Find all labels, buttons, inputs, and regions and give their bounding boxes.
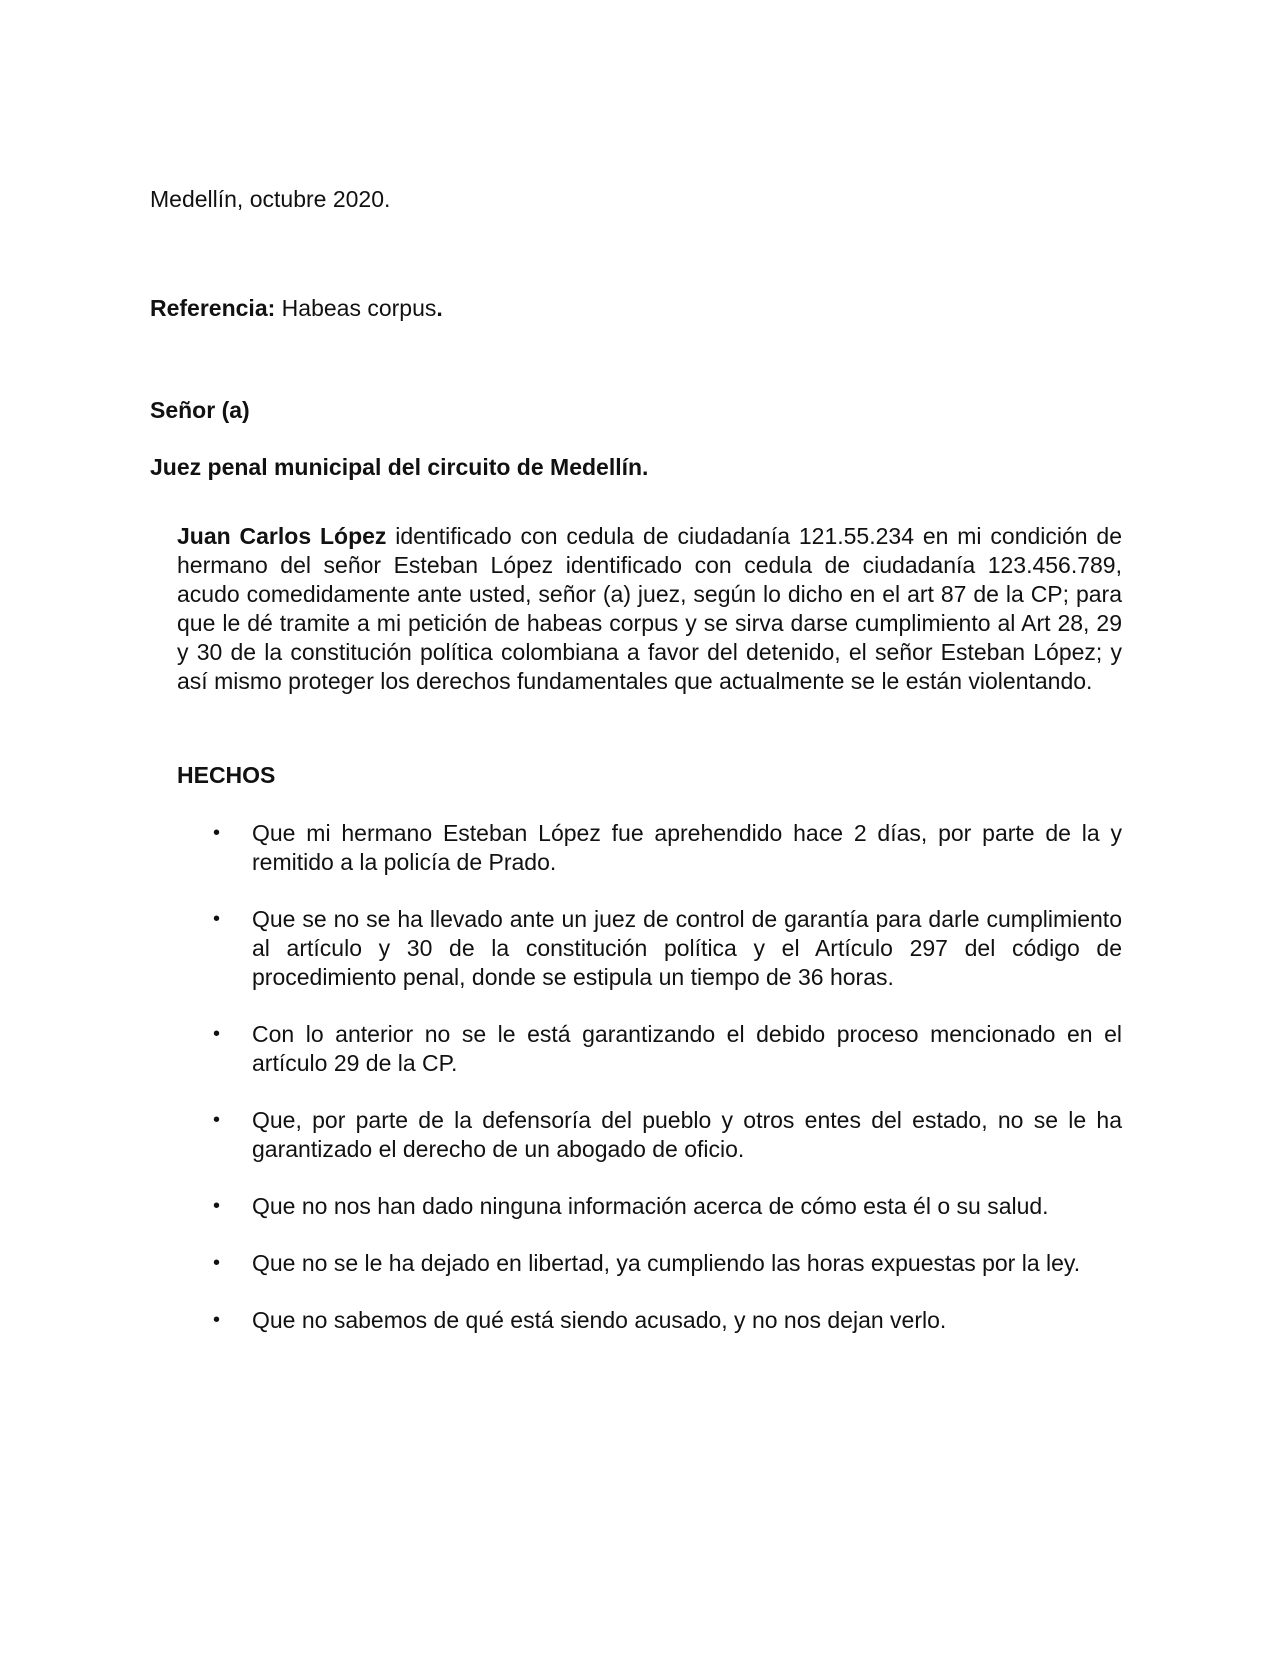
fact-text: Con lo anterior no se le está garantizando el debido proceso mencionado en el artículo 29 de la CP. bbox=[252, 1021, 1122, 1076]
reference-label: Referencia: bbox=[150, 295, 276, 321]
list-item bbox=[177, 1020, 1122, 1078]
reference-line bbox=[150, 294, 443, 323]
list-item bbox=[177, 1306, 1122, 1335]
fact-text: Que no nos han dado ninguna información acerca de cómo esta él o su salud. bbox=[252, 1193, 1049, 1219]
list-item bbox=[177, 905, 1122, 992]
facts-list bbox=[177, 819, 1122, 1363]
bullet-icon: • bbox=[213, 822, 221, 844]
fact-text: Que se no se ha llevado ante un juez de control de garantía para darle cumplimiento al artículo y 30 de la constitución política y el Artículo 297 del código de procedimiento penal, donde se estipula un tiempo de 36 horas. bbox=[252, 906, 1122, 990]
reference-value: Habeas corpus bbox=[275, 295, 437, 321]
bullet-icon: • bbox=[213, 1195, 221, 1217]
paragraph-text: identificado con cedula de ciudadanía 121.55.234 en mi condición de hermano del señor Esteban López identificado con cedula de ciudadanía 123.456.789, acudo comedidamente ante usted, señor (a) juez, según lo dicho en el art 87 de la CP; para que le dé tramite a mi petición de habeas corpus y se sirva darse cumplimiento al Art 28, 29 y 30 de la constitución política colombiana a favor del detenido, el señor Esteban López; y así mismo proteger los derechos fundamentales que actualmente se le están violentando. bbox=[177, 523, 1123, 694]
addressee-title: Juez penal municipal del circuito de Medellín. bbox=[150, 454, 649, 480]
bullet-icon: • bbox=[213, 1252, 221, 1274]
facts-heading: HECHOS bbox=[177, 762, 276, 788]
fact-text: Que mi hermano Esteban López fue aprehendido hace 2 días, por parte de la y remitido a la policía de Prado. bbox=[252, 820, 1122, 875]
petitioner-name: Juan Carlos López bbox=[177, 523, 387, 549]
list-item bbox=[177, 1249, 1122, 1278]
fact-text: Que, por parte de la defensoría del pueblo y otros entes del estado, no se le ha garantizado el derecho de un abogado de oficio. bbox=[252, 1107, 1122, 1162]
list-item bbox=[177, 1192, 1122, 1221]
salutation: Señor (a) bbox=[150, 397, 250, 423]
list-item bbox=[177, 1106, 1122, 1164]
bullet-icon: • bbox=[213, 1109, 221, 1131]
bullet-icon: • bbox=[213, 1309, 221, 1331]
reference-period: . bbox=[436, 295, 443, 321]
fact-text: Que no sabemos de qué está siendo acusado, y no nos dejan verlo. bbox=[252, 1307, 947, 1333]
list-item bbox=[177, 819, 1122, 877]
body-paragraph bbox=[177, 522, 1122, 696]
fact-text: Que no se le ha dejado en libertad, ya cumpliendo las horas expuestas por la ley. bbox=[252, 1250, 1081, 1276]
bullet-icon: • bbox=[213, 1023, 221, 1045]
date-line: Medellín, octubre 2020. bbox=[150, 186, 391, 212]
bullet-icon: • bbox=[213, 908, 221, 930]
